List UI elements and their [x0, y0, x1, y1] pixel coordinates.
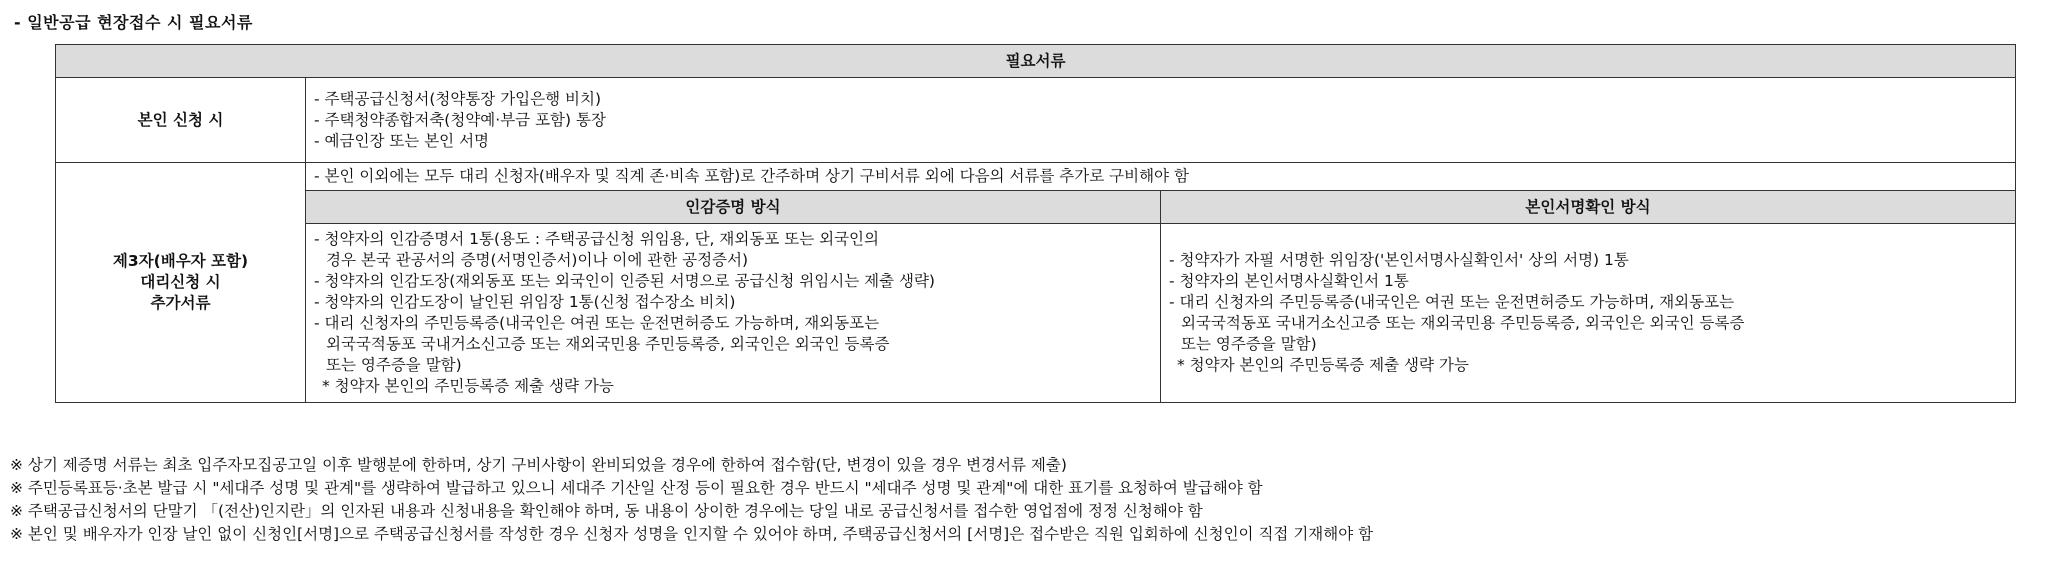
proxy-label-line: 제3자(배우자 포함) — [112, 252, 249, 270]
footnotes — [10, 454, 1373, 546]
proxy-intro — [306, 163, 2016, 191]
list-item: - 청약자의 인감도장(재외동포 또는 외국인이 인증된 서명으로 공급신청 위임시는 제출 생략) — [314, 272, 935, 290]
proxy-label-line: 대리신청 시 — [140, 273, 221, 291]
list-item: - 대리 신청자의 주민등록증(내국인은 여권 또는 운전면허증도 가능하며, 재외동포는 — [314, 314, 880, 332]
table-header: 필요서류 — [56, 45, 2016, 78]
list-item: 외국국적동포 국내거소신고증 또는 재외국민용 주민등록증, 외국인은 외국인 등록증 — [1181, 314, 1745, 332]
proxy-intro-row — [56, 163, 2016, 191]
proxy-apply-label — [56, 163, 306, 403]
signature-method-title: 본인서명확인 방식 — [1161, 191, 2016, 224]
list-item: 또는 영주증을 말함) — [326, 356, 462, 374]
self-apply-label: 본인 신청 시 — [56, 78, 306, 163]
method-content-row — [56, 224, 2016, 403]
list-item: 경우 본국 관공서의 증명(서명인증서)이나 이에 관한 공정증서) — [326, 251, 749, 269]
seal-method-documents — [306, 224, 1161, 403]
footnote: ※ 주민등록표등·초본 발급 시 "세대주 성명 및 관계"를 생략하여 발급하고 있으니 세대주 기산일 산정 등이 필요한 경우 반드시 "세대주 성명 및 관계"에 대한 표기를 요청하여 발급해야 함 — [10, 479, 1263, 497]
signature-method-documents — [1161, 224, 2016, 403]
list-item: * 청약자 본인의 주민등록증 제출 생략 가능 — [1177, 356, 1469, 374]
list-item: - 청약자의 인감도장이 날인된 위임장 1통(신청 접수장소 비치) — [314, 293, 736, 311]
required-documents-table — [55, 44, 2016, 403]
list-item: - 주택공급신청서(청약통장 가입은행 비치) — [314, 89, 602, 108]
list-item: * 청약자 본인의 주민등록증 제출 생략 가능 — [322, 377, 614, 395]
self-apply-row — [56, 78, 2016, 163]
list-item: - 청약자가 자필 서명한 위임장('본인서명사실확인서' 상의 서명) 1통 — [1169, 251, 1629, 269]
list-item: 또는 영주증을 말함) — [1181, 335, 1317, 353]
section-title: - 일반공급 현장접수 시 필요서류 — [14, 13, 253, 32]
proxy-intro-text: - 본인 이외에는 모두 대리 신청자(배우자 및 직계 존·비속 포함)로 간주하며 상기 구비서류 외에 다음의 서류를 추가로 구비해야 함 — [314, 167, 1189, 185]
seal-method-title: 인감증명 방식 — [306, 191, 1161, 224]
list-item: - 예금인장 또는 본인 서명 — [314, 131, 490, 150]
proxy-label-line: 추가서류 — [150, 294, 211, 312]
list-item: - 청약자의 본인서명사실확인서 1통 — [1169, 272, 1409, 290]
list-item: - 주택청약종합저축(청약예·부금 포함) 통장 — [314, 110, 606, 129]
table-header-row — [56, 45, 2016, 78]
footnote: ※ 본인 및 배우자가 인장 날인 없이 신청인[서명]으로 주택공급신청서를 작성한 경우 신청자 성명을 인지할 수 있어야 하며, 주택공급신청서의 [서명]은 접수받은 직원 입회하에 신청인이 직접 기재해야 함 — [10, 525, 1374, 543]
footnote: ※ 주택공급신청서의 단말기 「(전산)인지란」의 인자된 내용과 신청내용을 확인해야 하며, 동 내용이 상이한 경우에는 당일 내로 공급신청서를 접수한 영업점에 정정 신청해야 함 — [10, 502, 1203, 520]
self-apply-documents — [306, 78, 2016, 163]
method-header-row — [56, 191, 2016, 224]
list-item: 외국국적동포 국내거소신고증 또는 재외국민용 주민등록증, 외국인은 외국인 등록증 — [326, 335, 890, 353]
list-item: - 대리 신청자의 주민등록증(내국인은 여권 또는 운전면허증도 가능하며, 재외동포는 — [1169, 293, 1735, 311]
list-item: - 청약자의 인감증명서 1통(용도 : 주택공급신청 위임용, 단, 재외동포 또는 외국인의 — [314, 230, 879, 248]
footnote: ※ 상기 제증명 서류는 최초 입주자모집공고일 이후 발행분에 한하며, 상기 구비사항이 완비되었을 경우에 한하여 접수함(단, 변경이 있을 경우 변경서류 제출) — [10, 456, 1067, 474]
